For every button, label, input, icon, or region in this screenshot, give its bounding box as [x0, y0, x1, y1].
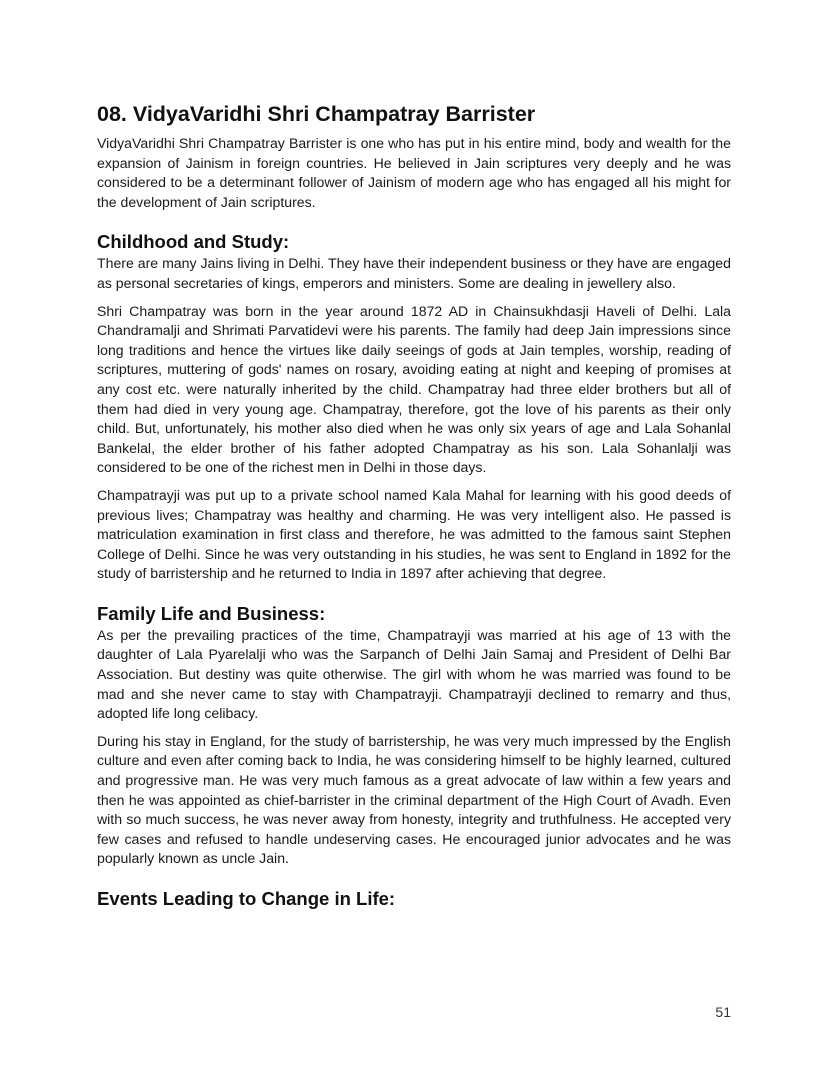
section-family-life: [97, 602, 731, 869]
page-number: 51: [715, 1004, 731, 1020]
document-page: [97, 100, 731, 911]
section-childhood: [97, 230, 731, 584]
paragraph: Shri Champatray was born in the year around 1872 AD in Chainsukhdasji Haveli of Delhi. Lala Chandramalji and Shrimati Parvatidevi were his parents. The family had deep Jain impressions since long traditions and hence the virtues like daily seeings of gods at Jain temples, worship, reading of scriptures, muttering of gods' names on rosary, avoiding eating at night and keeping of promises at any cost etc. were naturally inherited by the child. Champatray had three elder brothers but all of them had died in very young age. Champatray, therefore, got the love of his parents as their only child. But, unfortunately, his mother also died when he was only six years of age and Lala Sohanlal Bankelal, the elder brother of his father adopted Champatray as his son. Lala Sohanlalji was considered to be one of the richest men in Delhi in those days.: [97, 302, 731, 476]
paragraph: As per the prevailing practices of the time, Champatrayji was married at his age of 13 with the daughter of Lala Pyarelalji who was the Sarpanch of Delhi Jain Samaj and President of Delhi Bar Association. But destiny was quite otherwise. The girl with whom he was married was found to be mad and she never came to stay with Champatrayji. Champatrayji declined to remarry and thus, adopted life long celibacy.: [97, 626, 731, 722]
paragraph: Champatrayji was put up to a private school named Kala Mahal for learning with his good deeds of previous lives; Champatray was healthy and charming. He was very intelligent also. He passed is matriculation examination in first class and therefore, he was admitted to the famous saint Stephen College of Delhi. Since he was very outstanding in his studies, he was sent to England in 1892 for the study of barristership and he returned to India in 1897 after achieving that degree.: [97, 486, 731, 582]
section-heading: Childhood and Study:: [97, 231, 290, 253]
paragraph: During his stay in England, for the study of barristership, he was very much impressed by the English culture and even after coming back to India, he was considering himself to be highly learned, cultured and progressive man. He was very much famous as a great advocate of law within a few years and then he was appointed as chief-barrister in the criminal department of the High Court of Avadh. Even with so much success, he was never away from honesty, integrity and truthfulness. He accepted very few cases and refused to handle undeserving cases. He encouraged junior advocates and he was popularly known as uncle Jain.: [97, 732, 731, 867]
section-events: [97, 887, 731, 911]
intro-paragraph: VidyaVaridhi Shri Champatray Barrister is one who has put in his entire mind, body and wealth for the expansion of Jainism in foreign countries. He believed in Jain scriptures very deeply and he was considered to be a determinant follower of Jainism of modern age who has engaged all his might for the development of Jain scriptures.: [97, 135, 731, 210]
chapter-heading: 08. VidyaVaridhi Shri Champatray Barrister: [97, 102, 536, 126]
section-heading: Events Leading to Change in Life:: [97, 888, 396, 909]
section-heading: Family Life and Business:: [97, 602, 326, 624]
paragraph: There are many Jains living in Delhi. They have their independent business or they have are engaged as personal secretaries of kings, emperors and ministers. Some are dealing in jewellery also.: [97, 255, 731, 291]
